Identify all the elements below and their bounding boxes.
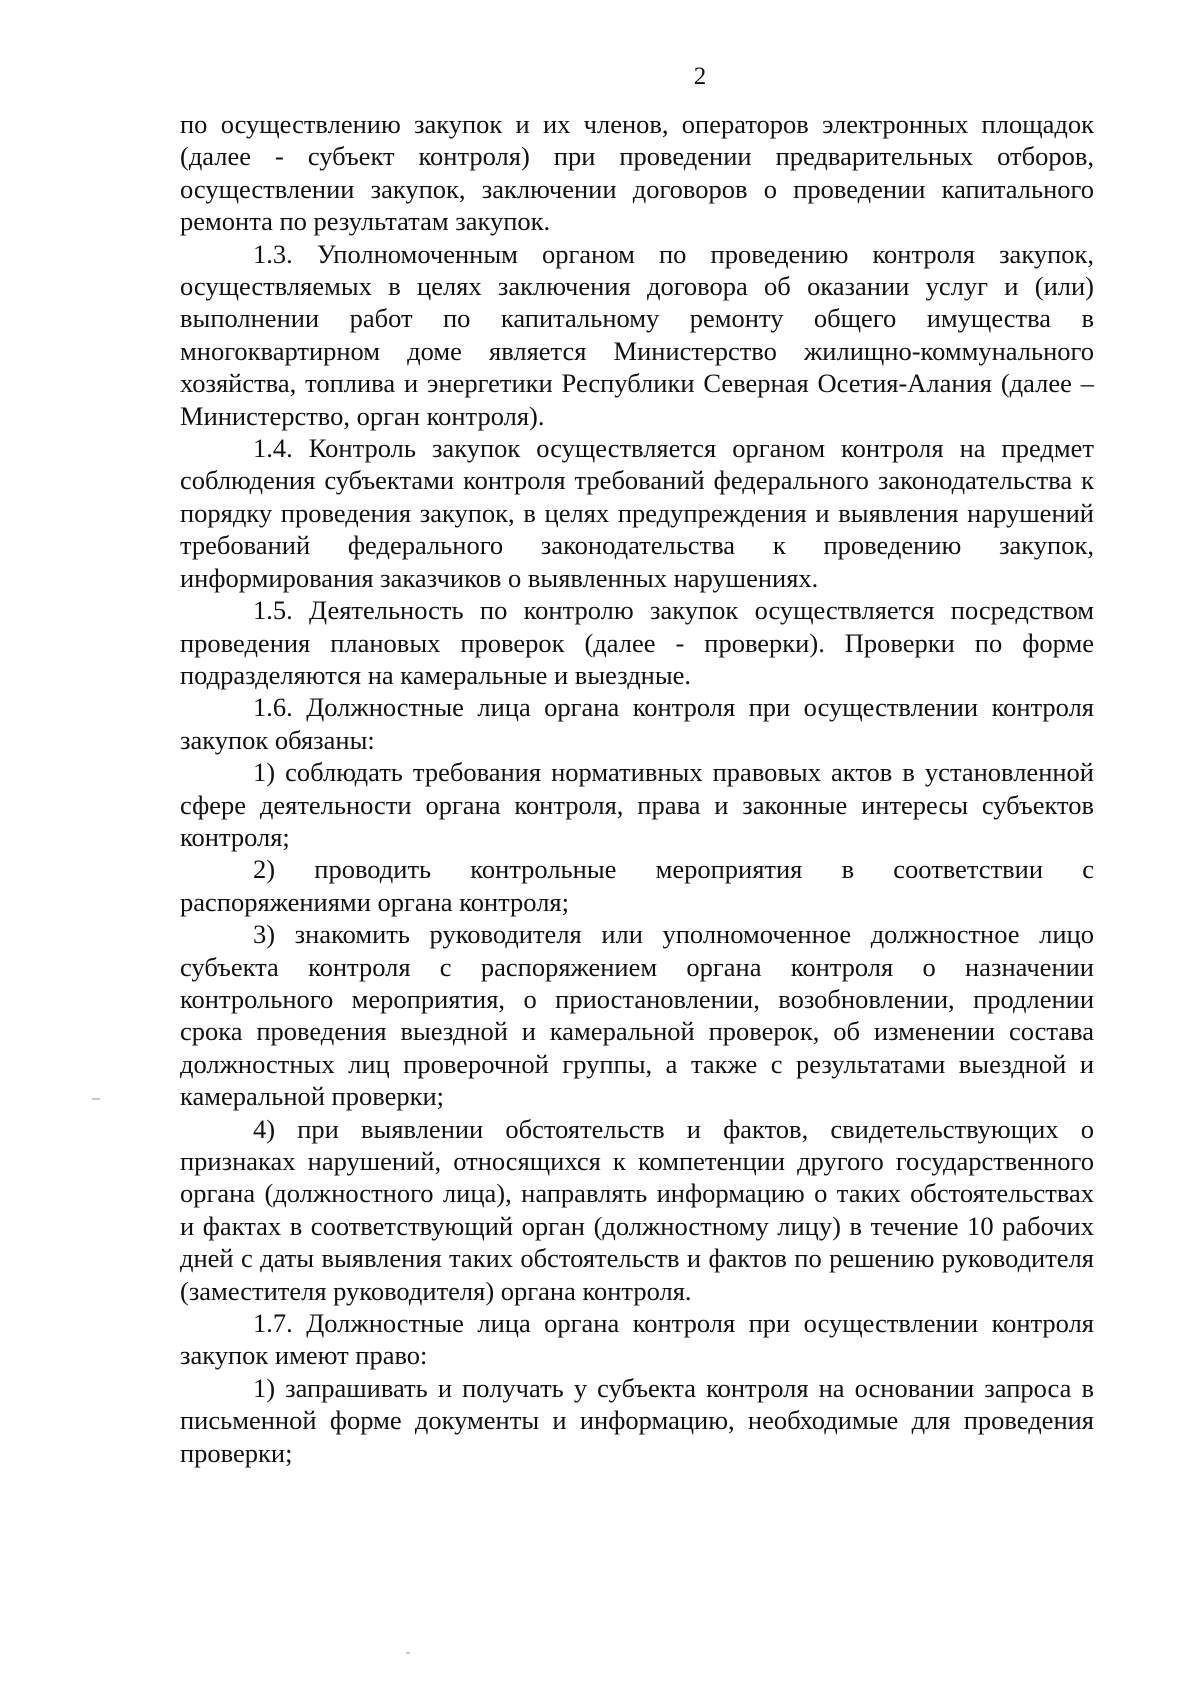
list-item-1-6-3: 3) знакомить руководителя или уполномоченное должностное лицо субъекта контроля с распоряжением органа контроля о назначении контрольного мероприятия, о приостановлении, возобновлении, продлении срока проведения выездной и камеральной проверок, об изменении состава должностных лиц проверочной группы, а также с результатами выездной и камеральной проверки; — [180, 919, 1094, 1112]
paragraph-1-6: 1.6. Должностные лица органа контроля при осуществлении контроля закупок обязаны: — [180, 692, 1094, 755]
list-item-1-6-4: 4) при выявлении обстоятельств и фактов, свидетельствующих о признаках нарушений, относящихся к компетенции другого государственного органа (должностного лица), направлять информацию о таких обстоятельствах и фактах в соответствующий орган (должностному лицу) в течение 10 рабочих дней с даты выявления таких обстоятельств и фактов по решению руководителя (заместителя руководителя) органа контроля. — [180, 1113, 1094, 1306]
paragraph-1-7: 1.7. Должностные лица органа контроля при осуществлении контроля закупок имеют право: — [180, 1308, 1094, 1371]
list-item-1-6-2: 2) проводить контрольные мероприятия в соответствии с распоряжениями органа контроля; — [180, 854, 1094, 917]
page-number: 2 — [693, 63, 707, 90]
scan-artifact — [92, 1098, 100, 1100]
paragraph-1-5: 1.5. Деятельность по контролю закупок осуществляется посредством проведения плановых проверок (далее - проверки). Проверки по форме подразделяются на камеральные и выездные. — [180, 595, 1094, 690]
list-item-1-6-1: 1) соблюдать требования нормативных правовых актов в установленной сфере деятельности органа контроля, права и законные интересы субъектов контроля; — [180, 757, 1094, 852]
list-item-1-7-1: 1) запрашивать и получать у субъекта контроля на основании запроса в письменной форме документы и информацию, необходимые для проведения проверки; — [180, 1372, 1094, 1468]
paragraph-continuation: по осуществлению закупок и их членов, операторов электронных площадок (далее - субъект контроля) при проведении предварительных отборов, осуществлении закупок, заключении договоров о проведении капитального ремонта по результатам закупок. — [180, 109, 1094, 237]
document-body — [180, 108, 1094, 1469]
paragraph-1-4: 1.4. Контроль закупок осуществляется органом контроля на предмет соблюдения субъектами контроля требований федерального законодательства к порядку проведения закупок, в целях предупреждения и выявления нарушений требований федерального законодательства к проведению закупок, информирования заказчиков о выявленных нарушениях. — [180, 433, 1094, 593]
paragraph-1-3: 1.3. Уполномоченным органом по проведению контроля закупок, осуществляемых в целях заключения договора об оказании услуг и (или) выполнении работ по капитальному ремонту общего имущества в многоквартирном доме является Министерство жилищно-коммунального хозяйства, топлива и энергетики Республики Северная Осетия-Алания (далее – Министерство, орган контроля). — [180, 238, 1094, 431]
scan-artifact — [406, 1652, 410, 1654]
